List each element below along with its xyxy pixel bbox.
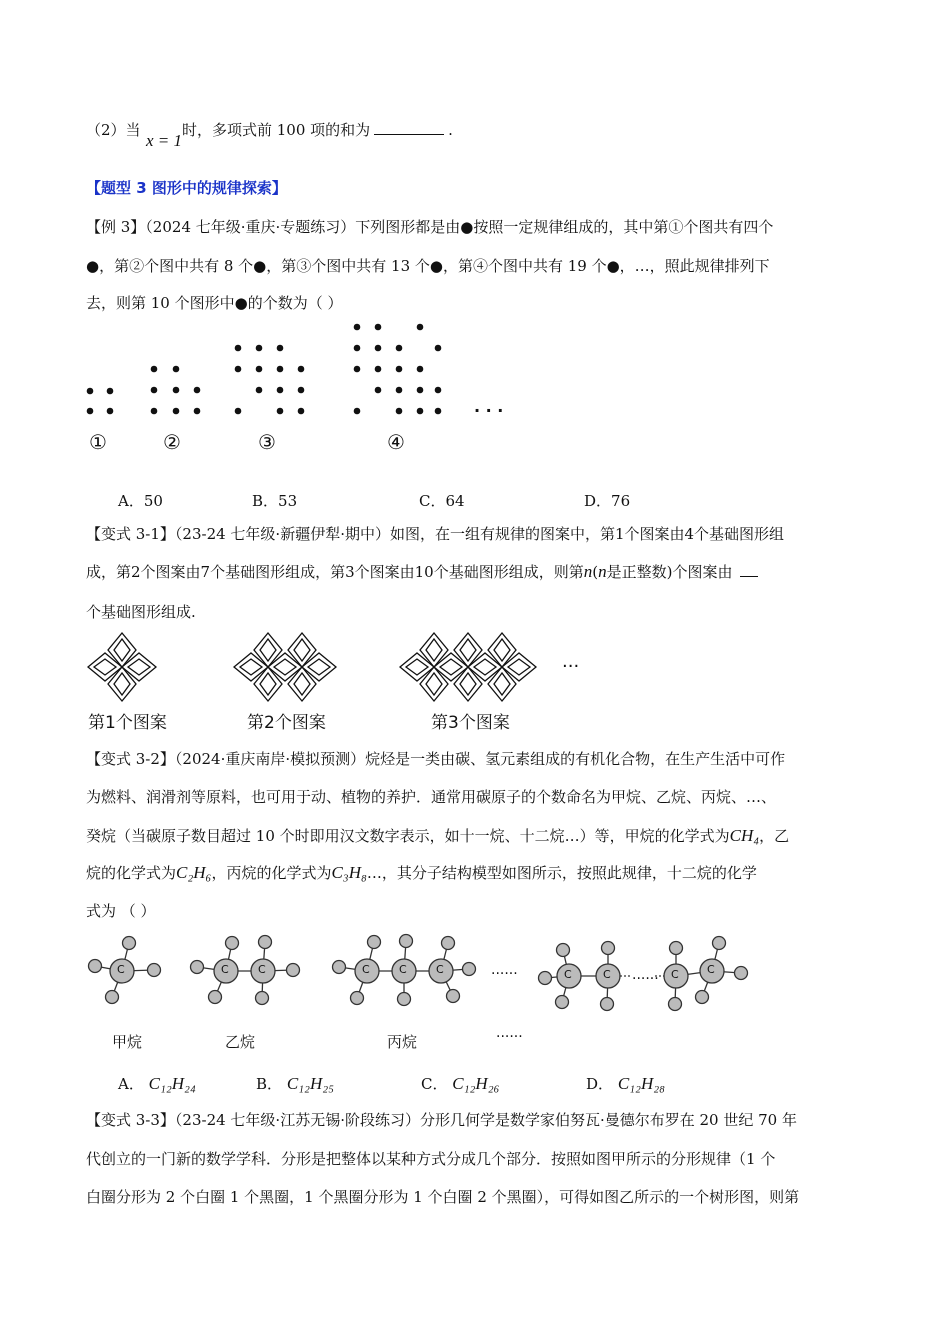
v32-option-c[interactable]: C． C₁₂H₂₆ <box>421 1074 500 1093</box>
molecule-chain-ellipsis: ...... <box>632 967 659 983</box>
v31-line-1: 【变式 3-1】（23-24 七年级·新疆伊犁·期中）如图，在一组有规律的图案中，第1个图案由4个基础图形组 <box>86 525 785 543</box>
atom-label-c: C <box>564 968 572 981</box>
fig-label-2: ② <box>163 430 181 454</box>
v33-line-2: 代创立的一门新的数学学科．分形是把整体以某种方式分成几个部分．按照如图甲所示的分形规律（1 个 <box>86 1150 776 1168</box>
atom-label-c: C <box>436 963 444 976</box>
ex3-line-1: 【例 3】（2024 七年级·重庆·专题练习）下列图形都是由●按照一定规律组成的，其中第①个图共有四个 <box>86 218 774 236</box>
ex3-option-c[interactable]: C．64 <box>419 492 465 510</box>
q2-rest: 时，多项式前 100 项的和为 . <box>182 121 453 139</box>
ex3-line-2: ●，第②个图中共有 8 个●，第③个图中共有 13 个●，第④个图中共有 19 个●，…，照此规律排列下 <box>86 257 770 275</box>
ex3-option-d[interactable]: D．76 <box>584 492 631 510</box>
dot-figure-3 <box>235 345 305 415</box>
pattern-ellipsis: ··· <box>562 656 580 677</box>
v32-line-1: 【变式 3-2】（2024·重庆南岸·模拟预测）烷烃是一类由碳、氢元素组成的有机化合物，在生产生活中可作 <box>86 750 786 768</box>
atom-label-c: C <box>707 963 715 976</box>
section-heading: 【题型 3 图形中的规律探索】 <box>86 179 287 197</box>
molecule-ethane <box>191 936 300 1005</box>
molecule-name-propane: 丙烷 <box>387 1033 418 1051</box>
atom-label-c: C <box>399 963 407 976</box>
v33-line-3: 白圈分形为 2 个白圈 1 个黑圈，1 个黑圈分形为 1 个白圈 2 个黑圈），可得如图乙所示的一个树形图，则第 <box>86 1188 800 1206</box>
diamond-pattern-1 <box>88 633 156 701</box>
pattern-caption-1: 第1个图案 <box>88 713 167 733</box>
v32-line-5: 式为 （ ） <box>86 902 156 920</box>
pattern-caption-2: 第2个图案 <box>247 713 326 733</box>
v31-line-3: 个基础图形组成. <box>86 603 196 621</box>
fig-label-3: ③ <box>258 430 276 454</box>
v33-line-1: 【变式 3-3】（23-24 七年级·江苏无锡·阶段练习）分形几何学是数学家伯努瓦·曼德尔布罗在 20 世纪 70 年 <box>86 1111 797 1129</box>
v32-line-3: 癸烷（当碳原子数目超过 10 个时即用汉文数字表示，如十一烷、十二烷…）等，甲烷的化学式为CH₄，乙 <box>86 826 790 845</box>
fig-label-1: ① <box>89 430 107 454</box>
atom-label-c: C <box>362 963 370 976</box>
atom-label-c: C <box>671 968 679 981</box>
molecule-ellipsis: ...... <box>491 962 518 978</box>
diamond-pattern-3 <box>400 633 536 701</box>
v31-line-2: 成，第2个图案由7个基础图形组成，第3个图案由10个基础图形组成，则第n(n是正整数)个图案由 <box>86 562 758 582</box>
answer-blank[interactable] <box>740 562 758 577</box>
v32-line-2: 为燃料、润滑剂等原料，也可用于动、植物的养护．通常用碳原子的个数命名为甲烷、乙烷、丙烷、…、 <box>86 788 777 806</box>
ex3-option-a[interactable]: A．50 <box>118 492 163 510</box>
fig-label-4: ④ <box>387 430 405 454</box>
diamond-pattern-2 <box>234 633 336 701</box>
dot-figure-4 <box>354 324 442 415</box>
molecule-name-ellipsis: ...... <box>496 1025 523 1041</box>
atom-label-c: C <box>603 968 611 981</box>
v32-line-4: 烷的化学式为C₂H₆，丙烷的化学式为C₃H₈…，其分子结构模型如图所示，按照此规律，十二烷的化学 <box>86 863 757 882</box>
pattern-caption-3: 第3个图案 <box>431 713 510 733</box>
dots-ellipsis: . . . <box>474 397 504 416</box>
v32-option-b[interactable]: B． C₁₂H₂₅ <box>256 1074 335 1093</box>
molecule-name-ethane: 乙烷 <box>225 1033 256 1051</box>
v32-option-a[interactable]: A． C₁₂H₂₄ <box>118 1074 196 1093</box>
dot-figure-2 <box>151 366 201 415</box>
ex3-line-3: 去，则第 10 个图形中●的个数为（ ） <box>86 294 343 312</box>
atom-label-c: C <box>258 963 266 976</box>
atom-label-c: C <box>221 963 229 976</box>
v32-option-d[interactable]: D． C₁₂H₂₈ <box>586 1074 666 1093</box>
atom-label-c: C <box>117 963 125 976</box>
q2-line: （2）当 <box>86 121 141 139</box>
ex3-option-b[interactable]: B．53 <box>252 492 298 510</box>
dot-figure-1 <box>87 388 114 415</box>
molecule-name-methane: 甲烷 <box>112 1033 143 1051</box>
q2-variable: x = 1 <box>146 131 183 150</box>
